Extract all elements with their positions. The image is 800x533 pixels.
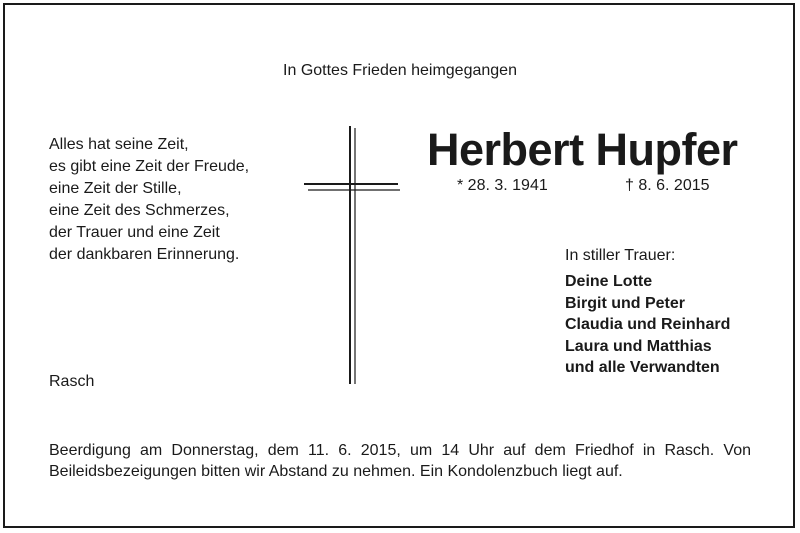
- mourner-name: Claudia und Reinhard: [565, 316, 731, 333]
- poem-line: es gibt eine Zeit der Freude,: [49, 158, 250, 175]
- poem: [49, 134, 249, 266]
- mourner-name: und alle Verwandten: [565, 359, 720, 376]
- birth-date: * 28. 3. 1941: [457, 177, 548, 194]
- place-name: Rasch: [49, 373, 95, 390]
- death-date: † 8. 6. 2015: [625, 177, 710, 194]
- poem-line: der dankbaren Erinnerung.: [49, 246, 240, 263]
- poem-line: eine Zeit der Stille,: [49, 180, 182, 197]
- poem-line: Alles hat seine Zeit,: [49, 136, 189, 153]
- mourner-name: Birgit und Peter: [565, 294, 686, 312]
- poem-line: eine Zeit des Schmerzes,: [49, 202, 230, 219]
- funeral-notice: Beerdigung am Donnerstag, dem 11. 6. 2015, um 14 Uhr auf dem Friedhof in Rasch. Von Beileidsbezeigungen bitten wir Abstand zu nehmen. Ein Kondolenzbuch liegt auf.: [49, 442, 751, 480]
- poem-line: der Trauer und eine Zeit: [49, 224, 220, 241]
- intro-line: In Gottes Frieden heimgegangen: [283, 62, 517, 79]
- mourner-name: Deine Lotte: [565, 273, 653, 290]
- mourner-name: Laura und Matthias: [565, 337, 712, 355]
- cross-icon: [300, 122, 402, 388]
- mourning-label: In stiller Trauer:: [565, 247, 676, 264]
- deceased-name: Herbert Hupfer: [427, 124, 738, 175]
- mourners-list: [565, 271, 730, 379]
